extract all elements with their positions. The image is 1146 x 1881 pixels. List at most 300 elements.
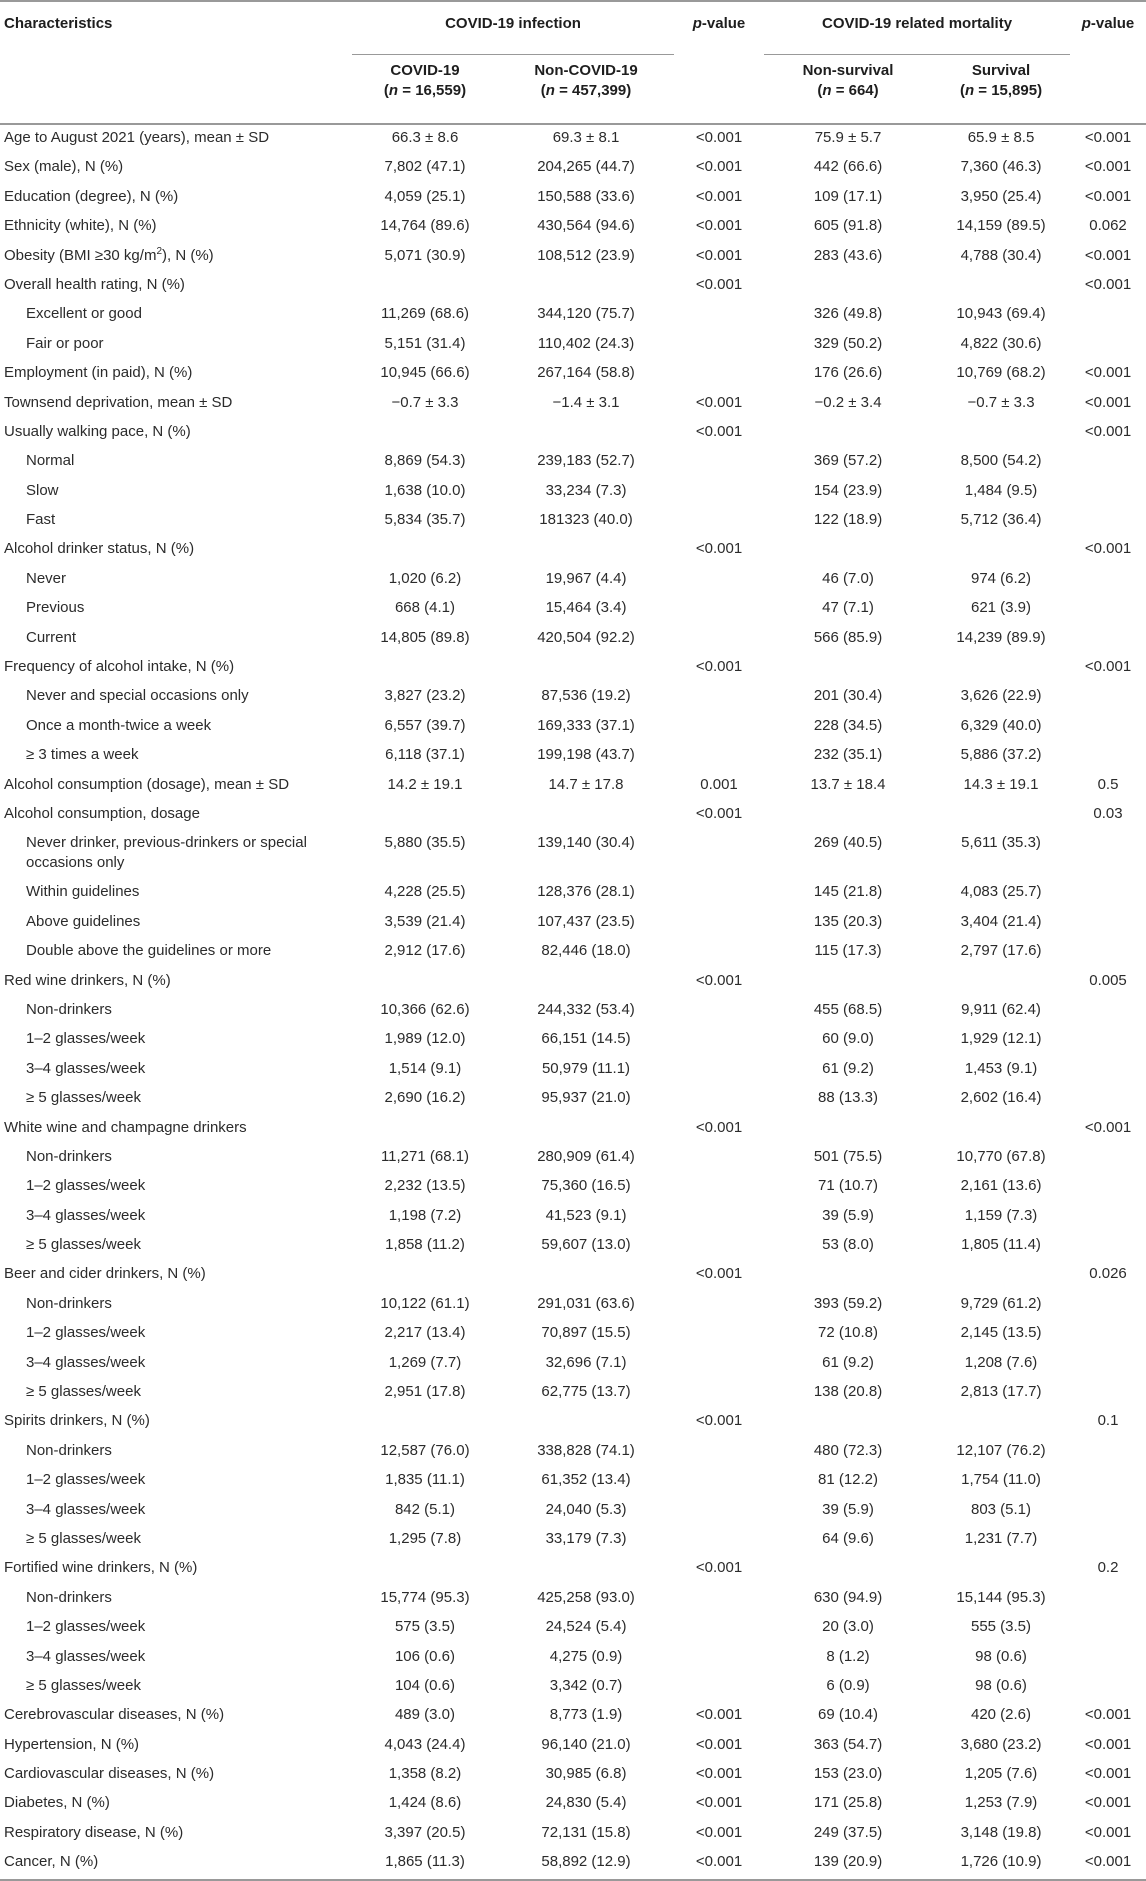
- table-row: [0, 1085, 1146, 1114]
- cell-pvalue-infection: <0.001: [695, 1559, 743, 1577]
- table-row: [0, 997, 1146, 1026]
- cell-pvalue-mortality: <0.001: [1070, 1849, 1146, 1879]
- table-row: [0, 772, 1146, 801]
- cell-nonsurvival: 122 (18.9): [813, 511, 883, 529]
- cell-nonsurvival: 566 (85.9): [813, 628, 883, 646]
- cell-pvalue-infection: [674, 909, 764, 938]
- cell-covid: 11,269 (68.6): [380, 305, 470, 323]
- cell-pvalue-infection: [674, 478, 764, 507]
- cell-pvalue-infection: [674, 1203, 764, 1232]
- row-label: Alcohol consumption (dosage), mean ± SD: [4, 775, 290, 793]
- cell-survival: 3,680 (23.2): [960, 1735, 1042, 1753]
- cell-nonsurvival: 154 (23.9): [813, 481, 883, 499]
- cell-pvalue-infection: <0.001: [695, 393, 743, 411]
- cell-noncovid: 425,258 (93.0): [537, 1588, 635, 1606]
- cell-noncovid: 239,183 (52.7): [537, 452, 635, 470]
- cell-pvalue-mortality: [1070, 625, 1146, 654]
- row-label: Non-drinkers: [26, 1294, 112, 1312]
- cell-noncovid: 338,828 (74.1): [537, 1441, 635, 1459]
- table-row: [0, 1761, 1146, 1790]
- cell-covid: 1,865 (11.3): [352, 1849, 498, 1879]
- row-label: Fair or poor: [26, 334, 104, 352]
- cell-pvalue-infection: [674, 742, 764, 771]
- cell-noncovid: 58,892 (12.9): [498, 1849, 674, 1879]
- cell-pvalue-mortality: [1070, 997, 1146, 1026]
- cell-pvalue-infection: <0.001: [695, 1265, 743, 1283]
- cell-covid: 8,869 (54.3): [384, 452, 466, 470]
- cell-pvalue-mortality: [1070, 1173, 1146, 1202]
- col-noncovid-n: (n = 457,399): [540, 82, 632, 99]
- cell-survival: 3,950 (25.4): [960, 187, 1042, 205]
- cell-nonsurvival: 329 (50.2): [813, 334, 883, 352]
- table-row: [0, 1702, 1146, 1731]
- cell-pvalue-mortality: [1070, 1144, 1146, 1173]
- table-row: [0, 448, 1146, 477]
- cell-survival: 4,822 (30.6): [960, 334, 1042, 352]
- cell-pvalue-mortality: [1070, 1497, 1146, 1526]
- table-row: [0, 801, 1146, 830]
- cell-covid: [352, 654, 498, 683]
- row-label: 3–4 glasses/week: [26, 1647, 146, 1665]
- header-col-nonsurvival: [764, 55, 932, 125]
- cell-pvalue-mortality: <0.001: [1084, 1706, 1132, 1724]
- cell-covid: 1,835 (11.1): [385, 1471, 465, 1489]
- cell-pvalue-infection: [674, 1614, 764, 1643]
- cell-survival: 3,148 (19.8): [960, 1823, 1042, 1841]
- label-text: ), N (%): [162, 246, 214, 264]
- cell-nonsurvival: [764, 272, 932, 301]
- cell-pvalue-mortality: [1070, 909, 1146, 938]
- table-row: [0, 184, 1146, 213]
- cell-pvalue-mortality: <0.001: [1084, 187, 1132, 205]
- row-label: ≥ 5 glasses/week: [26, 1089, 141, 1107]
- cell-covid: 11,271 (68.1): [380, 1147, 470, 1165]
- row-label: Alcohol consumption, dosage: [4, 804, 200, 822]
- cell-survival: 65.9 ± 8.5: [967, 129, 1035, 146]
- cell-pvalue-infection: [674, 1056, 764, 1085]
- col-survival-title: Survival: [971, 62, 1031, 79]
- table-row: [0, 683, 1146, 712]
- cell-covid: 15,774 (95.3): [380, 1588, 470, 1606]
- col-covid-n: (n = 16,559): [383, 82, 467, 99]
- cell-covid: 7,802 (47.1): [384, 158, 466, 176]
- table-row: [0, 713, 1146, 742]
- cell-pvalue-mortality: [1070, 830, 1146, 879]
- cell-noncovid: 199,198 (43.7): [537, 746, 635, 764]
- n-italic: n: [964, 82, 975, 99]
- row-label: 3–4 glasses/week: [26, 1500, 146, 1518]
- cell-covid: 66.3 ± 8.6: [391, 129, 459, 146]
- cell-survival: 4,788 (30.4): [960, 246, 1042, 264]
- row-label: Current: [26, 628, 77, 646]
- table-row: [0, 654, 1146, 683]
- cell-noncovid: 59,607 (13.0): [541, 1236, 631, 1254]
- cell-pvalue-mortality: [1070, 331, 1146, 360]
- cell-survival: −0.7 ± 3.3: [967, 393, 1035, 411]
- row-label: 1–2 glasses/week: [26, 1030, 146, 1048]
- cell-survival: 15,144 (95.3): [956, 1588, 1046, 1606]
- pvalue-rest: -value: [701, 15, 746, 32]
- cell-noncovid: 291,031 (63.6): [537, 1294, 635, 1312]
- cell-survival: 9,911 (62.4): [961, 1000, 1041, 1018]
- cell-survival: 1,453 (9.1): [964, 1059, 1038, 1077]
- cell-pvalue-mortality: [1070, 1379, 1146, 1408]
- cell-survival: 7,360 (46.3): [960, 158, 1042, 176]
- cell-noncovid: [498, 1115, 674, 1144]
- cell-survival: 2,161 (13.6): [960, 1177, 1042, 1195]
- row-label: [0, 243, 352, 272]
- cell-pvalue-mortality: <0.001: [1084, 1765, 1132, 1783]
- cell-pvalue-infection: <0.001: [695, 804, 743, 822]
- cell-survival: 1,208 (7.6): [964, 1353, 1038, 1371]
- cell-nonsurvival: 47 (7.1): [822, 599, 874, 617]
- cell-pvalue-infection: <0.001: [695, 540, 743, 558]
- n-value: = 15,895: [974, 82, 1038, 99]
- row-label: Non-drinkers: [26, 1441, 112, 1459]
- col-nonsurvival-title: Non-survival: [802, 62, 894, 79]
- cell-survival: 98 (0.6): [975, 1676, 1027, 1694]
- cell-noncovid: 62,775 (13.7): [541, 1383, 631, 1401]
- cell-pvalue-infection: <0.001: [695, 275, 743, 293]
- cell-pvalue-mortality: <0.001: [1084, 1794, 1132, 1812]
- n-value: = 16,559: [398, 82, 462, 99]
- cell-pvalue-infection: [674, 1644, 764, 1673]
- row-label: 1–2 glasses/week: [26, 1324, 146, 1342]
- cell-covid: 4,059 (25.1): [384, 187, 466, 205]
- cell-survival: [932, 654, 1070, 683]
- cell-pvalue-infection: [674, 1026, 764, 1055]
- cell-pvalue-mortality: <0.001: [1084, 540, 1132, 558]
- cell-survival: [932, 419, 1070, 448]
- cell-noncovid: 24,830 (5.4): [545, 1794, 627, 1812]
- col-covid-title: COVID-19: [390, 62, 460, 79]
- cell-pvalue-infection: [674, 713, 764, 742]
- table-row: [0, 566, 1146, 595]
- cell-noncovid: 72,131 (15.8): [541, 1823, 631, 1841]
- table-row: [0, 1820, 1146, 1849]
- cell-nonsurvival: 20 (3.0): [822, 1618, 874, 1636]
- table-row: [0, 1291, 1146, 1320]
- cell-nonsurvival: 109 (17.1): [813, 187, 883, 205]
- row-label: Age to August 2021 (years), mean ± SD: [4, 129, 270, 146]
- cell-pvalue-infection: 0.001: [700, 775, 738, 793]
- cell-covid: 5,151 (31.4): [384, 334, 466, 352]
- cell-covid: [352, 272, 498, 301]
- cell-covid: 668 (4.1): [394, 599, 456, 617]
- cell-nonsurvival: 326 (49.8): [813, 305, 883, 323]
- cell-nonsurvival: 176 (26.6): [813, 364, 883, 382]
- cell-survival: 10,943 (69.4): [956, 305, 1046, 323]
- cell-pvalue-infection: [674, 1173, 764, 1202]
- cell-survival: 5,611 (35.3): [961, 834, 1041, 852]
- cell-pvalue-mortality: [1070, 683, 1146, 712]
- cell-nonsurvival: 39 (5.9): [822, 1500, 874, 1518]
- cell-noncovid: 66,151 (14.5): [541, 1030, 631, 1048]
- cell-survival: 4,083 (25.7): [960, 883, 1042, 901]
- cell-noncovid: 75,360 (16.5): [541, 1177, 631, 1195]
- cell-nonsurvival: [764, 1408, 932, 1437]
- table-row: [0, 909, 1146, 938]
- cell-pvalue-mortality: 0.2: [1097, 1559, 1119, 1577]
- cell-covid: 3,827 (23.2): [384, 687, 466, 705]
- cell-nonsurvival: [764, 654, 932, 683]
- cell-pvalue-infection: [674, 1350, 764, 1379]
- cell-nonsurvival: 228 (34.5): [813, 716, 883, 734]
- cell-survival: 14,239 (89.9): [956, 628, 1046, 646]
- table-body: [0, 124, 1146, 1880]
- table-row: [0, 1526, 1146, 1555]
- cell-nonsurvival: 135 (20.3): [813, 912, 883, 930]
- cell-noncovid: 69.3 ± 8.1: [552, 129, 620, 146]
- table-row: [0, 742, 1146, 771]
- header-pvalue-mortality: [1070, 1, 1146, 55]
- cell-pvalue-infection: <0.001: [695, 1823, 743, 1841]
- cell-nonsurvival: 605 (91.8): [813, 217, 883, 235]
- cell-noncovid: −1.4 ± 3.1: [552, 393, 620, 411]
- cell-noncovid: 95,937 (21.0): [541, 1089, 631, 1107]
- row-label: Never: [26, 569, 67, 587]
- cell-covid: [352, 968, 498, 997]
- cell-nonsurvival: 369 (57.2): [813, 452, 883, 470]
- cell-nonsurvival: 61 (9.2): [822, 1353, 874, 1371]
- cell-survival: 1,253 (7.9): [964, 1794, 1038, 1812]
- table-row: [0, 1232, 1146, 1261]
- n-value: = 457,399: [554, 82, 627, 99]
- cell-pvalue-mortality: [1070, 1585, 1146, 1614]
- row-label: ≥ 3 times a week: [26, 746, 139, 764]
- cell-nonsurvival: 171 (25.8): [813, 1794, 883, 1812]
- cell-pvalue-mortality: [1070, 1291, 1146, 1320]
- header-pvalue-infection: [674, 1, 764, 55]
- cell-noncovid: 139,140 (30.4): [537, 834, 635, 852]
- row-label: ≥ 5 glasses/week: [26, 1236, 141, 1254]
- cell-noncovid: 24,040 (5.3): [545, 1500, 627, 1518]
- cell-pvalue-infection: [674, 879, 764, 908]
- table-row: [0, 1644, 1146, 1673]
- cell-survival: 1,726 (10.9): [932, 1849, 1070, 1879]
- cell-pvalue-mortality: <0.001: [1084, 422, 1132, 440]
- cell-pvalue-infection: [674, 1085, 764, 1114]
- cell-survival: 5,712 (36.4): [960, 511, 1042, 529]
- row-label: Fast: [26, 511, 56, 529]
- cell-noncovid: [498, 536, 674, 565]
- table-row: [0, 1379, 1146, 1408]
- label-text: Obesity (BMI ≥30 kg/m: [4, 246, 157, 264]
- cell-noncovid: 15,464 (3.4): [545, 599, 627, 617]
- cell-noncovid: 108,512 (23.9): [537, 246, 635, 264]
- header-blank: [1070, 55, 1146, 125]
- table-header: [0, 1, 1146, 124]
- cell-covid: 4,228 (25.5): [384, 883, 466, 901]
- cell-noncovid: 150,588 (33.6): [537, 187, 635, 205]
- cell-pvalue-infection: [674, 1585, 764, 1614]
- cell-nonsurvival: −0.2 ± 3.4: [814, 393, 882, 411]
- cell-pvalue-mortality: <0.001: [1084, 393, 1132, 411]
- cell-covid: 106 (0.6): [394, 1647, 456, 1665]
- table-row: [0, 1438, 1146, 1467]
- cell-pvalue-infection: [674, 938, 764, 967]
- table-row: [0, 1261, 1146, 1290]
- cell-noncovid: 430,564 (94.6): [537, 217, 635, 235]
- table-row: [0, 331, 1146, 360]
- cell-survival: 3,626 (22.9): [960, 687, 1042, 705]
- table-row: [0, 1673, 1146, 1702]
- cell-nonsurvival: 138 (20.8): [813, 1383, 883, 1401]
- cell-covid: 10,366 (62.6): [380, 1000, 470, 1018]
- cell-covid: 1,514 (9.1): [388, 1059, 462, 1077]
- cell-pvalue-mortality: [1070, 1644, 1146, 1673]
- cell-survival: 3,404 (21.4): [960, 912, 1042, 930]
- table-row: [0, 1056, 1146, 1085]
- row-label: Above guidelines: [26, 912, 141, 930]
- cell-noncovid: 24,524 (5.4): [545, 1618, 627, 1636]
- cell-survival: 2,797 (17.6): [960, 942, 1042, 960]
- table-row: [0, 625, 1146, 654]
- cell-pvalue-infection: <0.001: [695, 658, 743, 676]
- cell-noncovid: 96,140 (21.0): [541, 1735, 631, 1753]
- cell-covid: 2,232 (13.5): [384, 1177, 466, 1195]
- row-label: 3–4 glasses/week: [26, 1206, 146, 1224]
- cell-nonsurvival: [764, 1555, 932, 1584]
- cell-pvalue-infection: [674, 1291, 764, 1320]
- cell-noncovid: 14.7 ± 17.8: [548, 775, 624, 793]
- cell-nonsurvival: 53 (8.0): [822, 1236, 874, 1254]
- table-row: [0, 595, 1146, 624]
- header-group-infection: COVID-19 infection: [352, 1, 674, 55]
- table-row: [0, 124, 1146, 154]
- row-label: White wine and champagne drinkers: [4, 1118, 247, 1136]
- cell-covid: 489 (3.0): [394, 1706, 456, 1724]
- cell-pvalue-mortality: [1070, 595, 1146, 624]
- table-row: [0, 1144, 1146, 1173]
- cell-nonsurvival: 393 (59.2): [813, 1294, 883, 1312]
- cell-pvalue-mortality: [1070, 938, 1146, 967]
- cell-survival: [932, 536, 1070, 565]
- row-label: Excellent or good: [26, 305, 142, 323]
- cell-survival: [932, 1261, 1070, 1290]
- cell-covid: [352, 1115, 498, 1144]
- col-nonsurvival-n: (n = 664): [817, 82, 879, 99]
- col-noncovid-title: Non-COVID-19: [534, 62, 638, 79]
- cell-nonsurvival: 6 (0.9): [826, 1676, 870, 1694]
- cell-nonsurvival: 455 (68.5): [813, 1000, 883, 1018]
- cell-pvalue-mortality: [1070, 1350, 1146, 1379]
- n-italic: n: [388, 82, 399, 99]
- cell-noncovid: 280,909 (61.4): [537, 1147, 635, 1165]
- cell-nonsurvival: 81 (12.2): [817, 1471, 879, 1489]
- table-row: [0, 507, 1146, 536]
- table-row: [0, 536, 1146, 565]
- cell-pvalue-mortality: [1070, 478, 1146, 507]
- row-label: Townsend deprivation, mean ± SD: [4, 393, 233, 411]
- cell-noncovid: 61,352 (13.4): [541, 1471, 631, 1489]
- table-row: [0, 1497, 1146, 1526]
- cell-pvalue-mortality: <0.001: [1084, 158, 1132, 176]
- table-row: [0, 478, 1146, 507]
- cell-covid: 2,912 (17.6): [384, 942, 466, 960]
- cell-noncovid: 70,897 (15.5): [541, 1324, 631, 1342]
- table-row: [0, 272, 1146, 301]
- cell-survival: 1,805 (11.4): [961, 1236, 1041, 1254]
- cell-survival: [932, 1115, 1070, 1144]
- col-survival-n: (n = 15,895): [959, 82, 1043, 99]
- cell-covid: 10,122 (61.1): [380, 1294, 470, 1312]
- pvalue-italic: p: [1081, 15, 1091, 32]
- cell-nonsurvival: 480 (72.3): [813, 1441, 883, 1459]
- cell-pvalue-mortality: [1070, 1085, 1146, 1114]
- table-row: [0, 1467, 1146, 1496]
- cell-pvalue-infection: [674, 1144, 764, 1173]
- cell-noncovid: [498, 272, 674, 301]
- cell-covid: 1,020 (6.2): [388, 569, 462, 587]
- cell-covid: [352, 801, 498, 830]
- header-group-mortality: COVID-19 related mortality: [764, 1, 1070, 55]
- cell-pvalue-infection: [674, 331, 764, 360]
- cell-nonsurvival: 69 (10.4): [817, 1706, 879, 1724]
- cell-survival: 8,500 (54.2): [960, 452, 1042, 470]
- cell-pvalue-infection: <0.001: [695, 971, 743, 989]
- cell-pvalue-infection: [674, 830, 764, 879]
- cell-pvalue-mortality: <0.001: [1084, 1118, 1132, 1136]
- cell-nonsurvival: 283 (43.6): [813, 246, 883, 264]
- cell-pvalue-mortality: <0.001: [1084, 364, 1132, 382]
- cell-pvalue-mortality: [1070, 1438, 1146, 1467]
- cell-nonsurvival: 8 (1.2): [826, 1647, 870, 1665]
- cell-pvalue-infection: <0.001: [695, 187, 743, 205]
- table-row: [0, 1849, 1146, 1879]
- cell-covid: 1,358 (8.2): [388, 1765, 462, 1783]
- table-row: [0, 1350, 1146, 1379]
- cell-noncovid: [498, 1408, 674, 1437]
- cell-covid: 5,071 (30.9): [384, 246, 466, 264]
- row-label: Hypertension, N (%): [4, 1735, 140, 1753]
- table-row: [0, 301, 1146, 330]
- row-label: Diabetes, N (%): [4, 1794, 110, 1812]
- cell-survival: 1,484 (9.5): [964, 481, 1038, 499]
- cell-noncovid: 30,985 (6.8): [545, 1765, 627, 1783]
- row-label: Cancer, N (%): [0, 1849, 352, 1879]
- cell-pvalue-mortality: <0.001: [1084, 1735, 1132, 1753]
- cell-covid: 14,805 (89.8): [380, 628, 470, 646]
- cell-covid: [352, 536, 498, 565]
- pvalue-rest: -value: [1090, 15, 1135, 32]
- cell-survival: [932, 1555, 1070, 1584]
- n-italic: n: [822, 82, 832, 99]
- cell-nonsurvival: [764, 419, 932, 448]
- cell-pvalue-mortality: [1070, 879, 1146, 908]
- header-characteristics: Characteristics: [0, 1, 352, 55]
- cell-noncovid: 41,523 (9.1): [545, 1206, 627, 1224]
- n-italic: n: [545, 82, 555, 99]
- cell-noncovid: 128,376 (28.1): [537, 883, 635, 901]
- cell-noncovid: [498, 968, 674, 997]
- cell-noncovid: [498, 419, 674, 448]
- cell-survival: 2,813 (17.7): [960, 1383, 1042, 1401]
- cell-pvalue-mortality: [1070, 1203, 1146, 1232]
- cell-survival: 621 (3.9): [970, 599, 1032, 617]
- row-label: Never and special occasions only: [26, 687, 249, 705]
- cell-survival: 1,754 (11.0): [961, 1471, 1041, 1489]
- cell-nonsurvival: 269 (40.5): [813, 834, 883, 852]
- cell-covid: 12,587 (76.0): [380, 1441, 470, 1459]
- row-label: Cerebrovascular diseases, N (%): [4, 1706, 225, 1724]
- cell-pvalue-infection: [674, 1232, 764, 1261]
- cell-pvalue-mortality: [1070, 1232, 1146, 1261]
- cell-survival: 1,205 (7.6): [964, 1765, 1038, 1783]
- cell-survival: 555 (3.5): [970, 1618, 1032, 1636]
- row-label: 3–4 glasses/week: [26, 1353, 146, 1371]
- cell-covid: 2,951 (17.8): [384, 1383, 466, 1401]
